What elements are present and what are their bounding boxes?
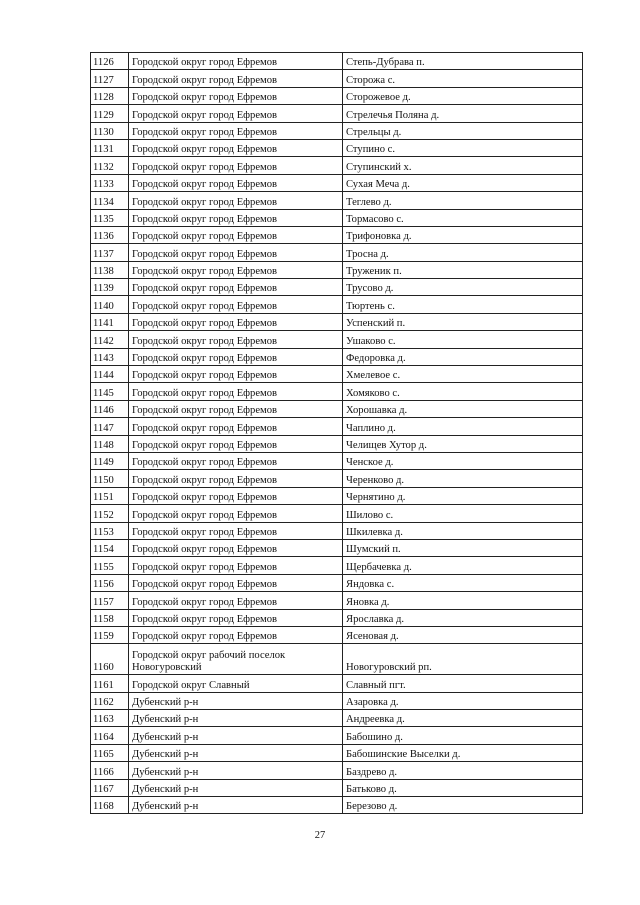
row-number-cell: 1145 — [91, 383, 129, 400]
table-row — [91, 675, 583, 692]
row-number-cell: 1157 — [91, 592, 129, 609]
table-row — [91, 348, 583, 365]
settlement-cell: Тормасово с. — [343, 209, 583, 226]
row-number-cell: 1149 — [91, 452, 129, 469]
row-number-cell: 1130 — [91, 122, 129, 139]
row-number-cell: 1167 — [91, 779, 129, 796]
row-number-cell: 1132 — [91, 157, 129, 174]
row-number-cell: 1158 — [91, 609, 129, 626]
district-cell: Городской округ город Ефремов — [129, 470, 343, 487]
table-row — [91, 331, 583, 348]
settlement-cell: Черенково д. — [343, 470, 583, 487]
row-number-cell: 1137 — [91, 244, 129, 261]
settlement-cell: Шкилевка д. — [343, 522, 583, 539]
table-row — [91, 744, 583, 761]
district-cell: Городской округ город Ефремов — [129, 174, 343, 191]
settlement-cell: Бабошинские Выселки д. — [343, 744, 583, 761]
row-number-cell: 1128 — [91, 87, 129, 104]
settlement-cell: Батьково д. — [343, 779, 583, 796]
settlement-cell: Хорошавка д. — [343, 400, 583, 417]
district-cell: Городской округ город Ефремов — [129, 435, 343, 452]
row-number-cell: 1138 — [91, 261, 129, 278]
settlement-cell: Тюртень с. — [343, 296, 583, 313]
settlement-cell: Бабошино д. — [343, 727, 583, 744]
settlement-cell: Стрелечья Поляна д. — [343, 105, 583, 122]
district-cell: Городской округ город Ефремов — [129, 505, 343, 522]
district-cell: Городской округ город Ефремов — [129, 209, 343, 226]
table-row — [91, 710, 583, 727]
table-row — [91, 435, 583, 452]
row-number-cell: 1140 — [91, 296, 129, 313]
district-cell: Городской округ город Ефремов — [129, 313, 343, 330]
table-row — [91, 122, 583, 139]
district-cell: Городской округ город Ефремов — [129, 279, 343, 296]
district-cell: Дубенский р-н — [129, 762, 343, 779]
district-cell: Городской округ город Ефремов — [129, 70, 343, 87]
row-number-cell: 1133 — [91, 174, 129, 191]
table-row — [91, 644, 583, 675]
table-row — [91, 261, 583, 278]
row-number-cell: 1155 — [91, 557, 129, 574]
table-row — [91, 174, 583, 191]
settlement-cell: Тросна д. — [343, 244, 583, 261]
table-row — [91, 366, 583, 383]
district-cell: Городской округ город Ефремов — [129, 87, 343, 104]
row-number-cell: 1164 — [91, 727, 129, 744]
settlement-cell: Шумский п. — [343, 539, 583, 556]
settlement-cell: Шилово с. — [343, 505, 583, 522]
settlement-cell: Стрельцы д. — [343, 122, 583, 139]
district-cell: Городской округ город Ефремов — [129, 105, 343, 122]
row-number-cell: 1159 — [91, 626, 129, 643]
district-cell: Дубенский р-н — [129, 744, 343, 761]
settlement-cell: Чаплино д. — [343, 418, 583, 435]
row-number-cell: 1144 — [91, 366, 129, 383]
table-row — [91, 53, 583, 70]
row-number-cell: 1136 — [91, 226, 129, 243]
row-number-cell: 1151 — [91, 487, 129, 504]
table-row — [91, 505, 583, 522]
district-cell: Дубенский р-н — [129, 797, 343, 814]
table-row — [91, 244, 583, 261]
settlement-cell: Ченское д. — [343, 452, 583, 469]
district-cell: Городской округ город Ефремов — [129, 400, 343, 417]
table-row — [91, 209, 583, 226]
table-row — [91, 557, 583, 574]
settlement-cell: Ярославка д. — [343, 609, 583, 626]
district-cell: Городской округ город Ефремов — [129, 261, 343, 278]
row-number-cell: 1152 — [91, 505, 129, 522]
district-cell: Городской округ город Ефремов — [129, 609, 343, 626]
row-number-cell: 1127 — [91, 70, 129, 87]
table-row — [91, 762, 583, 779]
district-cell: Городской округ Славный — [129, 675, 343, 692]
row-number-cell: 1153 — [91, 522, 129, 539]
table-row — [91, 400, 583, 417]
settlement-cell: Ступинский х. — [343, 157, 583, 174]
table-row — [91, 487, 583, 504]
row-number-cell: 1134 — [91, 192, 129, 209]
settlement-cell: Успенский п. — [343, 313, 583, 330]
district-cell: Городской округ город Ефремов — [129, 452, 343, 469]
table-row — [91, 539, 583, 556]
row-number-cell: 1166 — [91, 762, 129, 779]
table-row — [91, 296, 583, 313]
row-number-cell: 1148 — [91, 435, 129, 452]
table-row — [91, 692, 583, 709]
row-number-cell: 1154 — [91, 539, 129, 556]
district-cell: Городской округ город Ефремов — [129, 139, 343, 156]
district-cell: Городской округ город Ефремов — [129, 418, 343, 435]
table-row — [91, 105, 583, 122]
row-number-cell: 1156 — [91, 574, 129, 591]
row-number-cell: 1139 — [91, 279, 129, 296]
settlement-cell: Федоровка д. — [343, 348, 583, 365]
row-number-cell: 1160 — [91, 644, 129, 675]
table-row — [91, 87, 583, 104]
settlement-cell: Андреевка д. — [343, 710, 583, 727]
table-row — [91, 452, 583, 469]
row-number-cell: 1143 — [91, 348, 129, 365]
district-cell: Городской округ город Ефремов — [129, 192, 343, 209]
district-cell: Городской округ рабочий поселок Новогуровский — [129, 644, 343, 675]
settlement-cell: Азаровка д. — [343, 692, 583, 709]
row-number-cell: 1126 — [91, 53, 129, 70]
settlement-cell: Баздрево д. — [343, 762, 583, 779]
settlement-cell: Новогуровский рп. — [343, 644, 583, 675]
row-number-cell: 1141 — [91, 313, 129, 330]
district-cell: Городской округ город Ефремов — [129, 331, 343, 348]
page-number: 27 — [314, 830, 326, 841]
table-row — [91, 313, 583, 330]
district-cell: Городской округ город Ефремов — [129, 574, 343, 591]
settlement-cell: Степь-Дубрава п. — [343, 53, 583, 70]
row-number-cell: 1150 — [91, 470, 129, 487]
table-row — [91, 626, 583, 643]
settlement-cell: Хмелевое с. — [343, 366, 583, 383]
settlement-cell: Сухая Меча д. — [343, 174, 583, 191]
settlement-cell: Трифоновка д. — [343, 226, 583, 243]
table-row — [91, 226, 583, 243]
settlement-cell: Трусово д. — [343, 279, 583, 296]
district-cell: Дубенский р-н — [129, 692, 343, 709]
settlement-cell: Теглево д. — [343, 192, 583, 209]
table-row — [91, 779, 583, 796]
settlement-cell: Ясеновая д. — [343, 626, 583, 643]
row-number-cell: 1131 — [91, 139, 129, 156]
settlement-cell: Сторожа с. — [343, 70, 583, 87]
table-row — [91, 592, 583, 609]
table-row — [91, 157, 583, 174]
table-row — [91, 139, 583, 156]
row-number-cell: 1129 — [91, 105, 129, 122]
district-cell: Городской округ город Ефремов — [129, 383, 343, 400]
district-cell: Городской округ город Ефремов — [129, 157, 343, 174]
settlement-cell: Сторожевое д. — [343, 87, 583, 104]
district-cell: Городской округ город Ефремов — [129, 592, 343, 609]
district-cell: Городской округ город Ефремов — [129, 244, 343, 261]
district-cell: Городской округ город Ефремов — [129, 557, 343, 574]
district-cell: Городской округ город Ефремов — [129, 122, 343, 139]
settlement-cell: Березово д. — [343, 797, 583, 814]
settlement-cell: Яновка д. — [343, 592, 583, 609]
district-cell: Дубенский р-н — [129, 710, 343, 727]
row-number-cell: 1147 — [91, 418, 129, 435]
settlement-cell: Хомяково с. — [343, 383, 583, 400]
row-number-cell: 1163 — [91, 710, 129, 727]
settlement-cell: Труженик п. — [343, 261, 583, 278]
table-row — [91, 797, 583, 814]
row-number-cell: 1161 — [91, 675, 129, 692]
table-row — [91, 727, 583, 744]
table-row — [91, 279, 583, 296]
district-cell: Городской округ город Ефремов — [129, 522, 343, 539]
settlement-cell: Славный пгт. — [343, 675, 583, 692]
settlements-table — [90, 52, 583, 814]
district-cell: Городской округ город Ефремов — [129, 226, 343, 243]
table-row — [91, 70, 583, 87]
row-number-cell: 1162 — [91, 692, 129, 709]
district-cell: Городской округ город Ефремов — [129, 296, 343, 313]
settlement-cell: Щербачевка д. — [343, 557, 583, 574]
row-number-cell: 1135 — [91, 209, 129, 226]
table-row — [91, 574, 583, 591]
table-row — [91, 418, 583, 435]
row-number-cell: 1168 — [91, 797, 129, 814]
settlement-cell: Челищев Хутор д. — [343, 435, 583, 452]
table-row — [91, 522, 583, 539]
district-cell: Городской округ город Ефремов — [129, 366, 343, 383]
settlement-cell: Яндовка с. — [343, 574, 583, 591]
row-number-cell: 1146 — [91, 400, 129, 417]
row-number-cell: 1165 — [91, 744, 129, 761]
table-body — [91, 53, 583, 814]
table-row — [91, 192, 583, 209]
district-cell: Дубенский р-н — [129, 779, 343, 796]
settlement-cell: Ушаково с. — [343, 331, 583, 348]
table-row — [91, 383, 583, 400]
district-cell: Городской округ город Ефремов — [129, 626, 343, 643]
table-row — [91, 470, 583, 487]
district-cell: Городской округ город Ефремов — [129, 348, 343, 365]
district-cell: Городской округ город Ефремов — [129, 53, 343, 70]
district-cell: Городской округ город Ефремов — [129, 487, 343, 504]
settlement-cell: Ступино с. — [343, 139, 583, 156]
row-number-cell: 1142 — [91, 331, 129, 348]
district-cell: Дубенский р-н — [129, 727, 343, 744]
settlement-cell: Чернятино д. — [343, 487, 583, 504]
district-cell: Городской округ город Ефремов — [129, 539, 343, 556]
table-row — [91, 609, 583, 626]
